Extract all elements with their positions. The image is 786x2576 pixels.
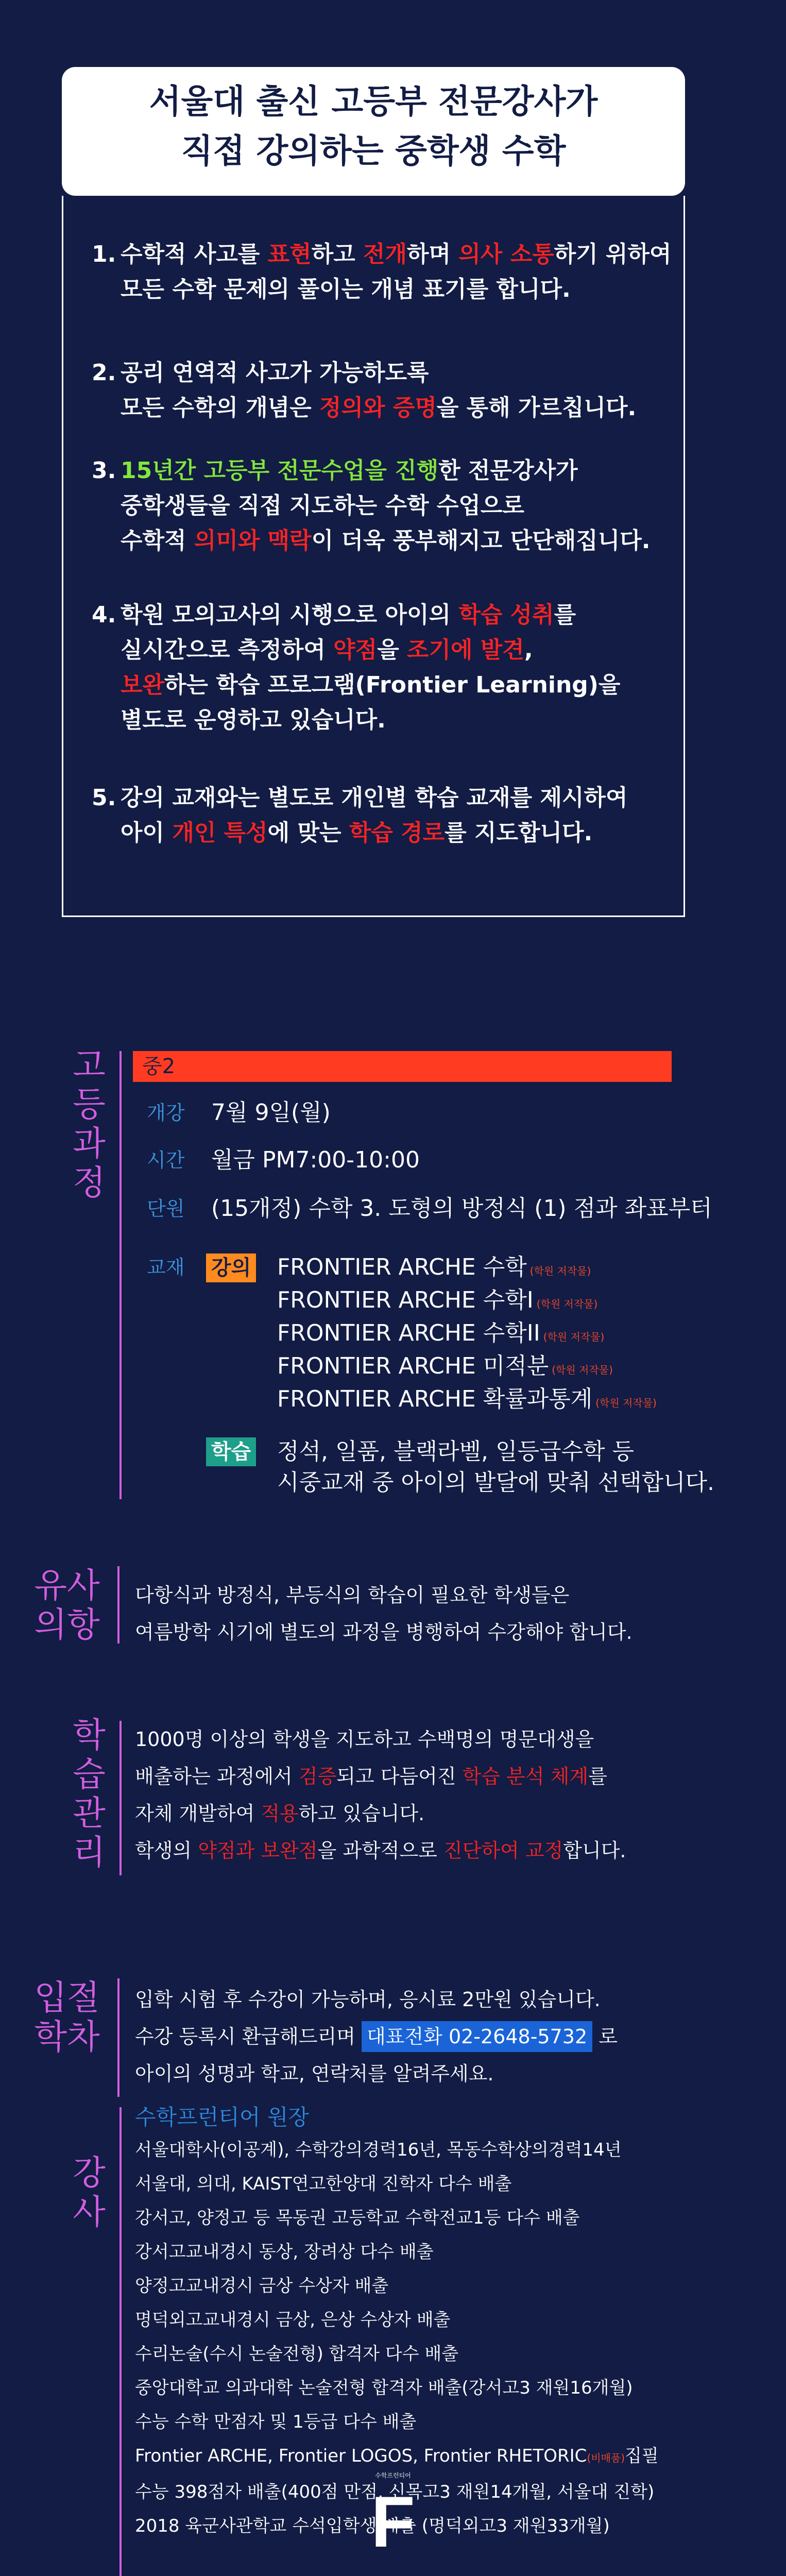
text-line	[121, 272, 672, 307]
lecturer-section-title: 강 사	[73, 2153, 106, 2232]
highlight-text: 표현	[267, 241, 312, 267]
start-label: 개강	[147, 1101, 185, 1124]
highlight-text: 보완	[121, 672, 165, 698]
body-text: 를	[588, 1765, 607, 1788]
book-item: FRONTIER ARCHE 수학I (학원 저작물)	[277, 1287, 598, 1313]
body-text: 강의 교재와는 별도로 개인별 학습 교재를 제시하여	[121, 785, 628, 811]
body-text: 하는 학습 프로그램(Frontier Learning)을	[164, 672, 621, 698]
highlight-text: 개인 특성	[172, 820, 268, 846]
highlight-text: 전개	[363, 241, 407, 267]
credential-item: 중앙대학교 의과대학 논술전형 합격자 배출(강서고3 재원16개월)	[135, 2378, 633, 2398]
highlight-text: 학습 경로	[349, 820, 445, 846]
management-text	[135, 1721, 626, 1869]
course-section-title: 고 등 과 정	[73, 1045, 106, 1202]
highlight-text: 의미와 맥락	[194, 528, 312, 554]
credential-item: 서울대학사(이공계), 수학강의경력16년, 목동수학상의경력14년	[135, 2140, 622, 2160]
text-line	[121, 598, 672, 633]
body-text: 중학생들을 직접 지도하는 수학 수업으로	[121, 493, 524, 519]
credential-item: 강서고, 양정고 등 목동권 고등학교 수학전교1등 다수 배출	[135, 2208, 580, 2228]
phone-number-box[interactable]: 대표전화 02-2648-5732	[362, 2021, 592, 2052]
text-line	[121, 668, 672, 703]
study-line: 시중교재 중 아이의 발달에 맞춰 선택합니다.	[277, 1469, 714, 1496]
highlight-text: 정의와 증명	[319, 395, 437, 421]
credential-item: 양정고교내경시 금상 수상자 배출	[135, 2276, 389, 2296]
body-text: 을	[377, 637, 407, 663]
credential-item: Frontier ARCHE, Frontier LOGOS, Frontier RHETORIC(비매품)집필	[135, 2446, 659, 2466]
text-line	[135, 1758, 626, 1795]
logo-caption: 수학프런티어	[375, 2472, 411, 2479]
management-divider	[119, 1721, 122, 1875]
admission-divider	[117, 1978, 119, 2097]
book-item: FRONTIER ARCHE 미적분 (학원 저작물)	[277, 1353, 613, 1379]
text-line	[135, 1832, 626, 1869]
time-value: 월금 PM7:00-10:00	[211, 1147, 420, 1173]
text-line	[121, 816, 672, 851]
principle-number: 2.	[92, 360, 116, 386]
grade-bar: 중2	[133, 1051, 672, 1082]
body-text: 하기 위하여	[554, 241, 672, 267]
body-text: 공리 연역적 사고가 가능하도록	[121, 360, 429, 386]
notice-divider	[117, 1566, 119, 1643]
book-item: FRONTIER ARCHE 확률과통계 (학원 저작물)	[277, 1386, 657, 1412]
study-tag: 학습	[206, 1437, 256, 1466]
text-line	[135, 1795, 626, 1832]
text-line	[121, 237, 672, 272]
body-text: 이 더욱 풍부해지고 단단해집니다.	[311, 528, 651, 554]
book-item: FRONTIER ARCHE 수학II (학원 저작물)	[277, 1320, 605, 1346]
highlight-text: 약점과 보완점	[198, 1839, 318, 1862]
notice-text: 다항식과 방정식, 부등식의 학습이 필요한 학생들은 여름방학 시기에 별도의 과정을 병행하여 수강해야 합니다.	[135, 1584, 633, 1643]
title-banner	[62, 67, 685, 196]
principle-number: 1.	[92, 241, 116, 267]
lecture-tag: 강의	[206, 1253, 256, 1282]
body-text: 한 전문강사가	[438, 457, 578, 484]
principle-text	[121, 781, 672, 851]
text-line	[121, 453, 672, 488]
principle-number: 4.	[92, 602, 116, 628]
body-text: 수학적	[121, 528, 194, 554]
body-text: 실시간으로 측정하여	[121, 637, 334, 663]
admission-text: 입학 시험 후 수강이 가능하며, 응시료 2만원 있습니다. 수강 등록시 환급해드리며 대표전화 02-2648-5732 로 아이의 성명과 학교, 연락처를 알려주세요.	[135, 1988, 618, 2085]
credential-item: 서울대, 의대, KAIST연고한양대 진학자 다수 배출	[135, 2174, 512, 2194]
lecturer-heading: 수학프런티어 원장	[135, 2105, 309, 2130]
body-text: 별도로 운영하고 있습니다.	[121, 707, 386, 733]
principle-text	[121, 453, 672, 558]
body-text: 자체 개발하여	[135, 1802, 261, 1825]
time-label: 시간	[147, 1149, 185, 1172]
principle-number: 3.	[92, 457, 116, 484]
highlight-text: 조기에 발견	[407, 637, 524, 663]
textbook-label: 교재	[147, 1256, 185, 1279]
body-text: 을 과학적으로	[317, 1839, 443, 1862]
principle-number: 5.	[92, 785, 116, 811]
lecturer-divider	[119, 2107, 122, 2576]
highlight-text: 15년간 고등부 전문수업을 진행	[121, 457, 439, 484]
highlight-text: 학습 성취	[458, 602, 554, 628]
notice-section-title: 유사 의항	[34, 1566, 100, 1645]
body-text: 하며	[407, 241, 459, 267]
body-text: 배출하는 과정에서	[135, 1765, 299, 1788]
text-line	[121, 633, 672, 668]
credential-item: 강서고교내경시 동상, 장려상 다수 배출	[135, 2242, 434, 2262]
highlight-text: 진단하여 교정	[443, 1839, 563, 1862]
body-text: 를 지도합니다.	[445, 820, 593, 846]
banner-title-line1: 서울대 출신 고등부 전문강사가	[149, 83, 598, 121]
body-text: 되고 다듬어진	[336, 1765, 463, 1788]
body-text: 아이	[121, 820, 173, 846]
credential-item: 수능 398점자 배출(400점 만점, 신목고3 재원14개월, 서울대 진학)	[135, 2482, 655, 2502]
admission-section-title: 입절 학차	[34, 1978, 100, 2057]
book-item: FRONTIER ARCHE 수학 (학원 저작물)	[277, 1254, 591, 1280]
credential-item: 수능 수학 만점자 및 1등급 다수 배출	[135, 2412, 417, 2432]
text-line	[121, 391, 672, 426]
highlight-text: 적용	[261, 1802, 299, 1825]
body-text: 수학적 사고를	[121, 241, 268, 267]
unit-value: (15개정) 수학 3. 도형의 방정식 (1) 점과 좌표부터	[211, 1195, 712, 1222]
body-text: 합니다.	[563, 1839, 626, 1862]
credential-item: 2018 육군사관학교 수석입학생 배출 (명덕외고3 재원33개월)	[135, 2516, 610, 2536]
principle-text	[121, 237, 672, 307]
body-text: 모든 수학 문제의 풀이는 개념 표기를 합니다.	[121, 276, 571, 302]
highlight-text: 약점	[333, 637, 378, 663]
text-line	[121, 488, 672, 523]
text-line	[121, 355, 672, 391]
body-text: 하고	[311, 241, 364, 267]
highlight-text: 학습 분석 체계	[462, 1765, 589, 1788]
text-line	[121, 781, 672, 816]
principle-text	[121, 598, 672, 738]
body-text: 을 통해 가르칩니다.	[436, 395, 637, 421]
principles-box	[62, 196, 685, 917]
text-line	[121, 703, 672, 738]
body-text: ,	[524, 637, 533, 663]
body-text: 학원 모의고사의 시행으로 아이의	[121, 602, 459, 628]
principle-text	[121, 355, 672, 426]
banner-title-line2: 직접 강의하는 중학생 수학	[181, 132, 566, 171]
highlight-text: 검증	[298, 1765, 337, 1788]
logo-f-icon: F	[371, 2481, 415, 2562]
text-line	[121, 523, 672, 558]
start-value: 7월 9일(월)	[211, 1099, 331, 1126]
body-text: 하고 있습니다.	[298, 1802, 425, 1825]
study-line: 정석, 일품, 블랙라벨, 일등급수학 등	[277, 1438, 634, 1465]
credential-item: 명덕외고교내경시 금상, 은상 수상자 배출	[135, 2310, 451, 2330]
body-text: 학생의	[135, 1839, 198, 1862]
credential-item: 수리논술(수시 논술전형) 합격자 다수 배출	[135, 2344, 459, 2364]
course-divider	[119, 1051, 122, 1499]
unit-label: 단원	[147, 1197, 185, 1220]
text-line	[135, 1721, 626, 1758]
body-text: 에 맞는	[267, 820, 349, 846]
body-text: 를	[554, 602, 576, 628]
management-section-title: 학 습 관 리	[73, 1715, 106, 1872]
highlight-text: 의사 소통	[458, 241, 554, 267]
body-text: 1000명 이상의 학생을 지도하고 수백명의 명문대생을	[135, 1728, 594, 1751]
body-text: 모든 수학의 개념은	[121, 395, 319, 421]
